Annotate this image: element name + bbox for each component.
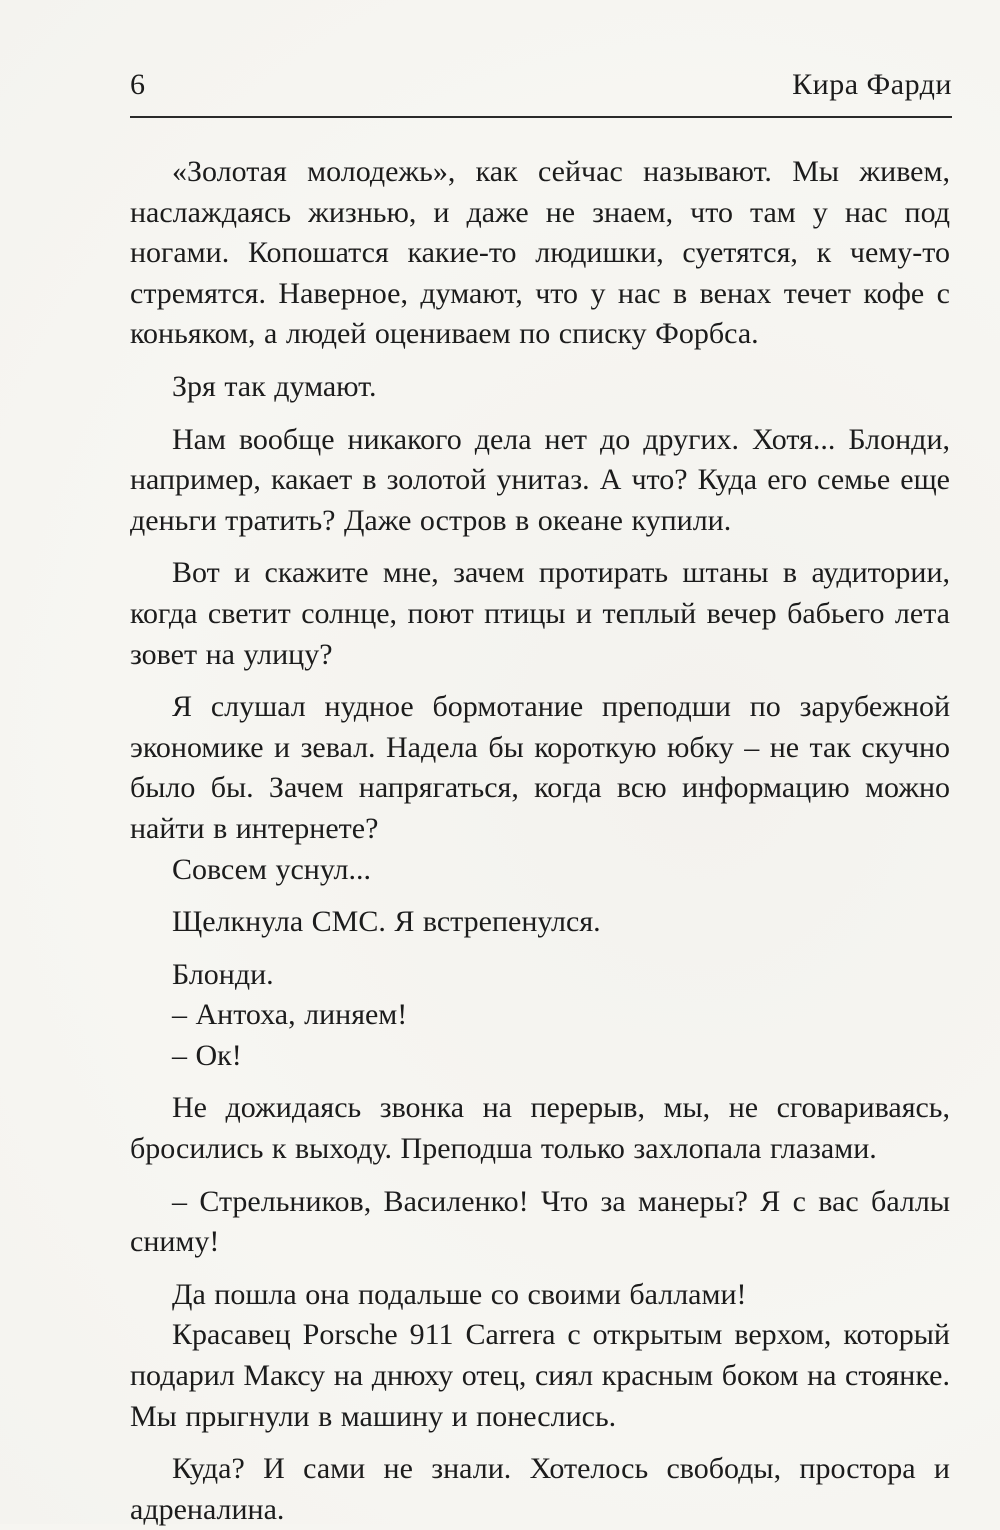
running-title: Кира Фарди xyxy=(792,68,952,101)
page-header xyxy=(130,68,952,116)
paragraph: Зря так думают. xyxy=(172,369,377,403)
paragraph: Щелкнула СМС. Я встрепенулся. xyxy=(172,905,601,939)
paragraph: Куда? И сами не знали. Хотелось свободы, простора и адреналина. xyxy=(130,1452,950,1526)
paragraph: Да пошла она подальше со своими баллами! xyxy=(172,1277,747,1311)
header-rule xyxy=(130,116,952,118)
body-text xyxy=(130,152,950,1530)
paragraph: Я слушал нудное бормотание преподши по зарубежной экономике и зевал. Надела бы короткую юбку – не так скучно было бы. Зачем напрягаться, когда всю информацию можно найти в интернете? xyxy=(130,690,950,845)
paragraph: Не дожидаясь звонка на перерыв, мы, не сговариваясь, бросились к выходу. Преподша только захлопала глазами. xyxy=(130,1091,950,1166)
paragraph: Совсем уснул... xyxy=(172,852,372,886)
paragraph: Красавец Porsche 911 Carrera с открытым верхом, который подарил Максу на днюху отец, сиял красным боком на стоянке. Мы прыгнули в машину и понеслись. xyxy=(130,1318,950,1433)
page-number: 6 xyxy=(130,68,145,101)
paragraph: «Золотая молодежь», как сейчас называют. Мы живем, наслаждаясь жизнью, и даже не знаем, что там у нас под ногами. Копошатся какие-то людишки, суетятся, к чему-то стремятся. Наверное, думают, что у нас в венах течет кофе с коньяком, а людей оцениваем по списку Форбса. xyxy=(130,155,950,351)
paragraph: Блонди. xyxy=(172,957,274,991)
dialogue-line: – Ок! xyxy=(172,1038,242,1072)
paragraph: Нам вообще никакого дела нет до других. Хотя... Блонди, например, какает в золотой унитаз. А что? Куда его семье еще деньги тратить? Даже остров в океане купили. xyxy=(130,422,950,537)
dialogue-line: – Антоха, линяем! xyxy=(172,998,408,1032)
paragraph: Вот и скажите мне, зачем протирать штаны в аудитории, когда светит солнце, поют птицы и теплый вечер бабьего лета зовет на улицу? xyxy=(130,556,950,671)
dialogue-line: – Стрельников, Василенко! Что за манеры? Я с вас баллы сниму! xyxy=(130,1184,950,1259)
